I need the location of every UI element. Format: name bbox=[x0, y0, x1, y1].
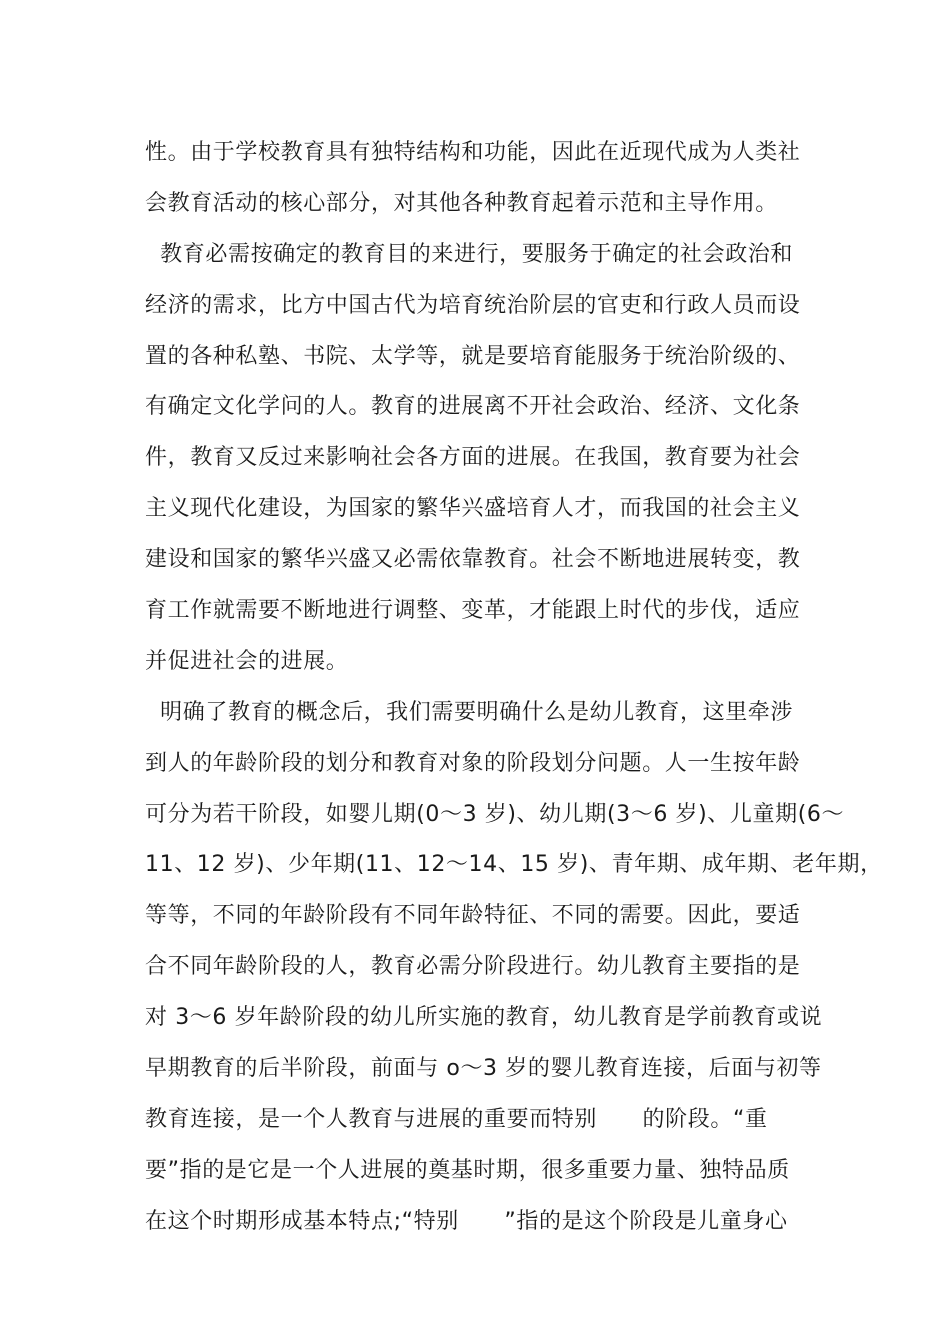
text-line: 明确了教育的概念后，我们需要明确什么是幼儿教育，这里牵涉 bbox=[145, 699, 793, 725]
text-line: 经济的需求，比方中国古代为培育统治阶层的官吏和行政人员而设 bbox=[145, 292, 801, 318]
text-line: 在这个时期形成基本特点;“特别 ”指的是这个阶段是儿童身心 bbox=[145, 1208, 788, 1234]
text-line: 对 3～6 岁年龄阶段的幼儿所实施的教育，幼儿教育是学前教育或说 bbox=[145, 1005, 823, 1031]
text-line: 要”指的是它是一个人进展的奠基时期，很多重要力量、独特品质 bbox=[145, 1157, 790, 1183]
text-line: 置的各种私塾、书院、太学等，就是要培育能服务于统治阶级的、 bbox=[145, 343, 801, 369]
text-line: 建设和国家的繁华兴盛又必需依靠教育。社会不断地进展转变，教 bbox=[145, 547, 801, 573]
text-line: 等等，不同的年龄阶段有不同年龄特征、不同的需要。因此，要适 bbox=[145, 903, 801, 929]
body-text bbox=[145, 128, 883, 1248]
text-line: 到人的年龄阶段的划分和教育对象的阶段划分问题。人一生按年龄 bbox=[145, 750, 801, 776]
text-line: 合不同年龄阶段的人，教育必需分阶段进行。幼儿教育主要指的是 bbox=[145, 954, 801, 980]
text-line: 教育必需按确定的教育目的来进行，要服务于确定的社会政治和 bbox=[145, 241, 793, 267]
text-line: 教育连接，是一个人教育与进展的重要而特别 的阶段。“重 bbox=[145, 1106, 768, 1132]
text-line: 会教育活动的核心部分，对其他各种教育起着示范和主导作用。 bbox=[145, 190, 778, 216]
text-line: 可分为若干阶段，如婴儿期(0～3 岁)、幼儿期(3～6 岁)、儿童期(6～ bbox=[145, 801, 845, 827]
text-line: 有确定文化学问的人。教育的进展离不开社会政治、经济、文化条 bbox=[145, 394, 801, 420]
text-line: 育工作就需要不断地进行调整、变革，才能跟上时代的步伐，适应 bbox=[145, 598, 801, 624]
text-line: 11、12 岁)、少年期(11、12～14、15 岁)、青年期、成年期、老年期， bbox=[145, 852, 883, 878]
text-line: 件，教育又反过来影响社会各方面的进展。在我国，教育要为社会 bbox=[145, 445, 801, 471]
text-line: 主义现代化建设，为国家的繁华兴盛培育人才，而我国的社会主义 bbox=[145, 496, 801, 522]
text-line: 并促进社会的进展。 bbox=[145, 648, 349, 674]
text-line: 早期教育的后半阶段，前面与 o～3 岁的婴儿教育连接，后面与初等 bbox=[145, 1056, 822, 1082]
text-line: 性。由于学校教育具有独特结构和功能，因此在近现代成为人类社 bbox=[145, 140, 801, 165]
